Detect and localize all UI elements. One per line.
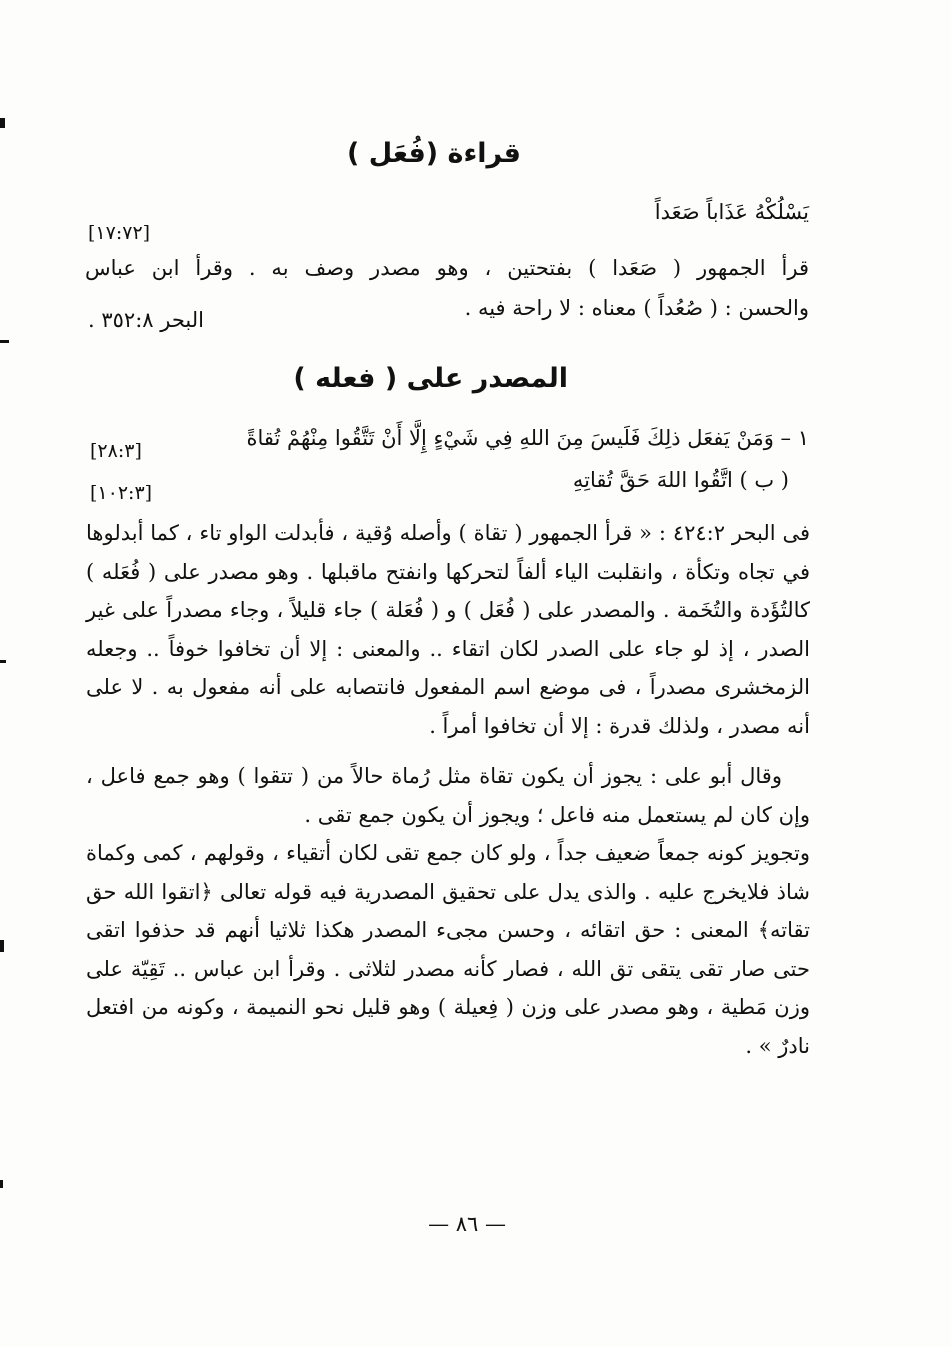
- scan-edge-mark: [0, 660, 6, 663]
- section-heading: المصدر على ( فعله ): [293, 363, 568, 394]
- quran-verse: يَسْلُكْهُ عَذَاباً صَعَداً: [654, 200, 809, 224]
- verse-reference: [١٧:٧٢]: [88, 222, 151, 244]
- commentary-paragraph: فى البحر ٤٢٤:٢ : « قرأ الجمهور ( تقاة ) وأصله وُقية ، فأبدلت الواو تاء ، كما أبدلوها في تجاه وتكأة ، وانقلبت الياء ألفاً لتحركها وانفتح ماقبلها . وهو مصدر على ( فُعَله ) كالتُؤَدة والتُخَمة . والمصدر على ( فُعَل ) و ( فُعَلة ) جاء قليلاً ، وجاء مصدراً على غير الصدر ، إذ لو جاء على الصدر لكان اتقاء .. والمعنى : إلا أن تخافوا خوفاً .. وجعله الزمخشرى مصدراً ، فى موضع اسم المفعول فانتصابه على أنه مفعول به . لا على أنه مصدر ، ولذلك قدرة : إلا أن تخافوا أمراً .: [86, 521, 810, 738]
- scan-edge-mark: [0, 940, 4, 952]
- verse-reference: [٢٨:٣]: [90, 440, 142, 462]
- reading-note: قرأ الجمهور ( صَعَدا ) بفتحتين ، وهو مصدر وصف به . وقرأ ابن عباس: [85, 256, 809, 280]
- quran-verse: ١ – وَمَنْ يَفعَل ذلِكَ فَلَيسَ مِنَ اللهِ فِي شَيْءٍ إِلَّا أَنْ تَتَّقُوا مِنْهُمْ تُقاةً: [246, 426, 809, 450]
- commentary-paragraph: وتجويز كونه جمعاً ضعيف جداً ، ولو كان جمع تقى لكان أتقياء ، وقولهم ، كمى وكماة شاذ فلايخرج عليه . والذى يدل على تحقيق المصدرية فيه قوله تعالى ﴿اتقوا الله حق تقاته﴾ المعنى : حق اتقائه ، وحسن مجىء المصدر هكذا ثلاثيا أنهم قد حذفوا اتقى حتى صار تقى يتقى تق الله ، فصار كأنه مصدر لثلاثى . وقرأ ابن عباس .. تَقِيّة على وزن مَطية ، وهو مصدر على وزن ( فِعيلة ) وهو قليل نحو النميمة ، وكونه من افتعل نادرٌ » .: [86, 841, 810, 1058]
- reading-note: والحسن : ( صُعُداً ) معناه : لا راحة فيه .: [464, 296, 809, 320]
- page-number: — ٨٦ —: [428, 1212, 506, 1236]
- scan-edge-mark: [0, 118, 5, 128]
- section-heading: قراءة (فُعَل ): [347, 138, 521, 169]
- quran-verse: ( ب ) اتَّقُوا اللهَ حَقَّ تُقاتِهِ: [572, 468, 789, 492]
- verse-reference: [١٠٢:٣]: [90, 482, 153, 504]
- commentary-paragraph: وقال أبو على : يجوز أن يكون تقاة مثل رُماة حالاً من ( تتقوا ) وهو جمع فاعل ، وإن كان لم يستعمل منه فاعل ؛ ويجوز أن يكون جمع تقى .: [86, 764, 810, 827]
- scan-edge-mark: [0, 340, 9, 343]
- commentary-body: [86, 514, 810, 1065]
- source-reference: البحر ٣٥٢:٨ .: [88, 308, 204, 332]
- scan-edge-mark: [0, 1180, 3, 1188]
